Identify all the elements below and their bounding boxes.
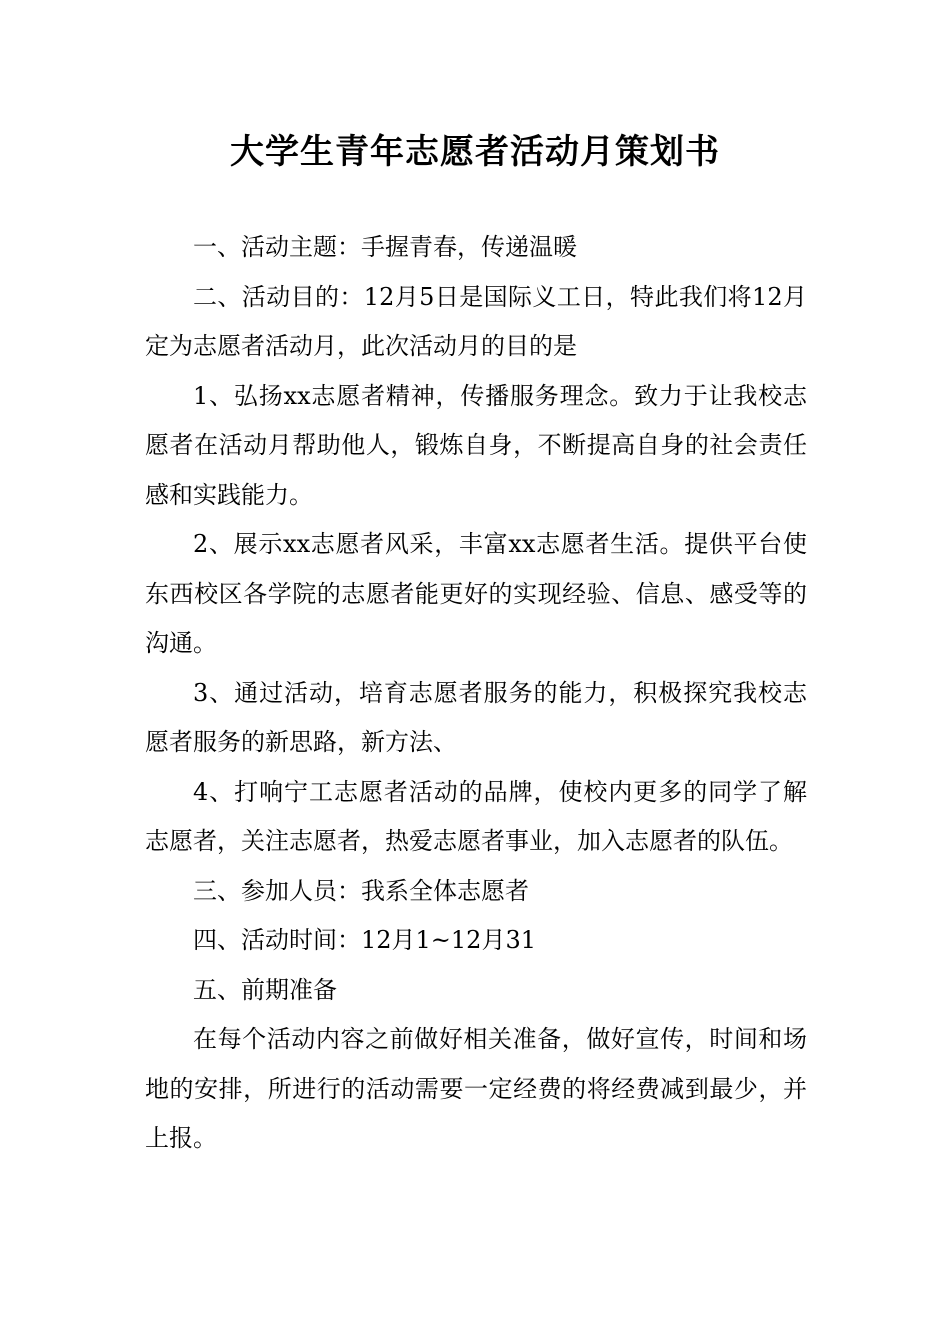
paragraph-preparation-heading: 五、前期准备 bbox=[193, 975, 337, 1004]
paragraph-purpose-item-4: 4、打响宁工志愿者活动的品牌，使校内更多的同学了解志愿者，关注志愿者，热爱志愿者事业，加入志愿者的队伍。 bbox=[145, 777, 807, 855]
paragraph-participants: 三、参加人员：我系全体志愿者 bbox=[193, 876, 529, 905]
document-title: 大学生青年志愿者活动月策划书 bbox=[230, 132, 720, 172]
paragraph-activity-time: 四、活动时间：12月1~12月31 bbox=[193, 926, 536, 954]
paragraph-activity-theme: 一、活动主题：手握青春，传递温暖 bbox=[193, 233, 577, 261]
document-body bbox=[145, 223, 807, 1164]
paragraph-activity-purpose: 二、活动目的：12月5日是国际义工日，特此我们将12月定为志愿者活动月，此次活动月的目的是 bbox=[145, 282, 807, 360]
paragraph-preparation-details: 在每个活动内容之前做好相关准备，做好宣传，时间和场地的安排，所进行的活动需要一定经费的将经费减到最少，并上报。 bbox=[145, 1025, 807, 1152]
paragraph-purpose-item-3: 3、通过活动，培育志愿者服务的能力，积极探究我校志愿者服务的新思路，新方法、 bbox=[145, 678, 807, 756]
paragraph-purpose-item-1: 1、弘扬xx志愿者精神，传播服务理念。致力于让我校志愿者在活动月帮助他人，锻炼自身，不断提高自身的社会责任感和实践能力。 bbox=[145, 381, 807, 509]
paragraph-purpose-item-2: 2、展示xx志愿者风采，丰富xx志愿者生活。提供平台使东西校区各学院的志愿者能更好的实现经验、信息、感受等的沟通。 bbox=[145, 530, 807, 657]
